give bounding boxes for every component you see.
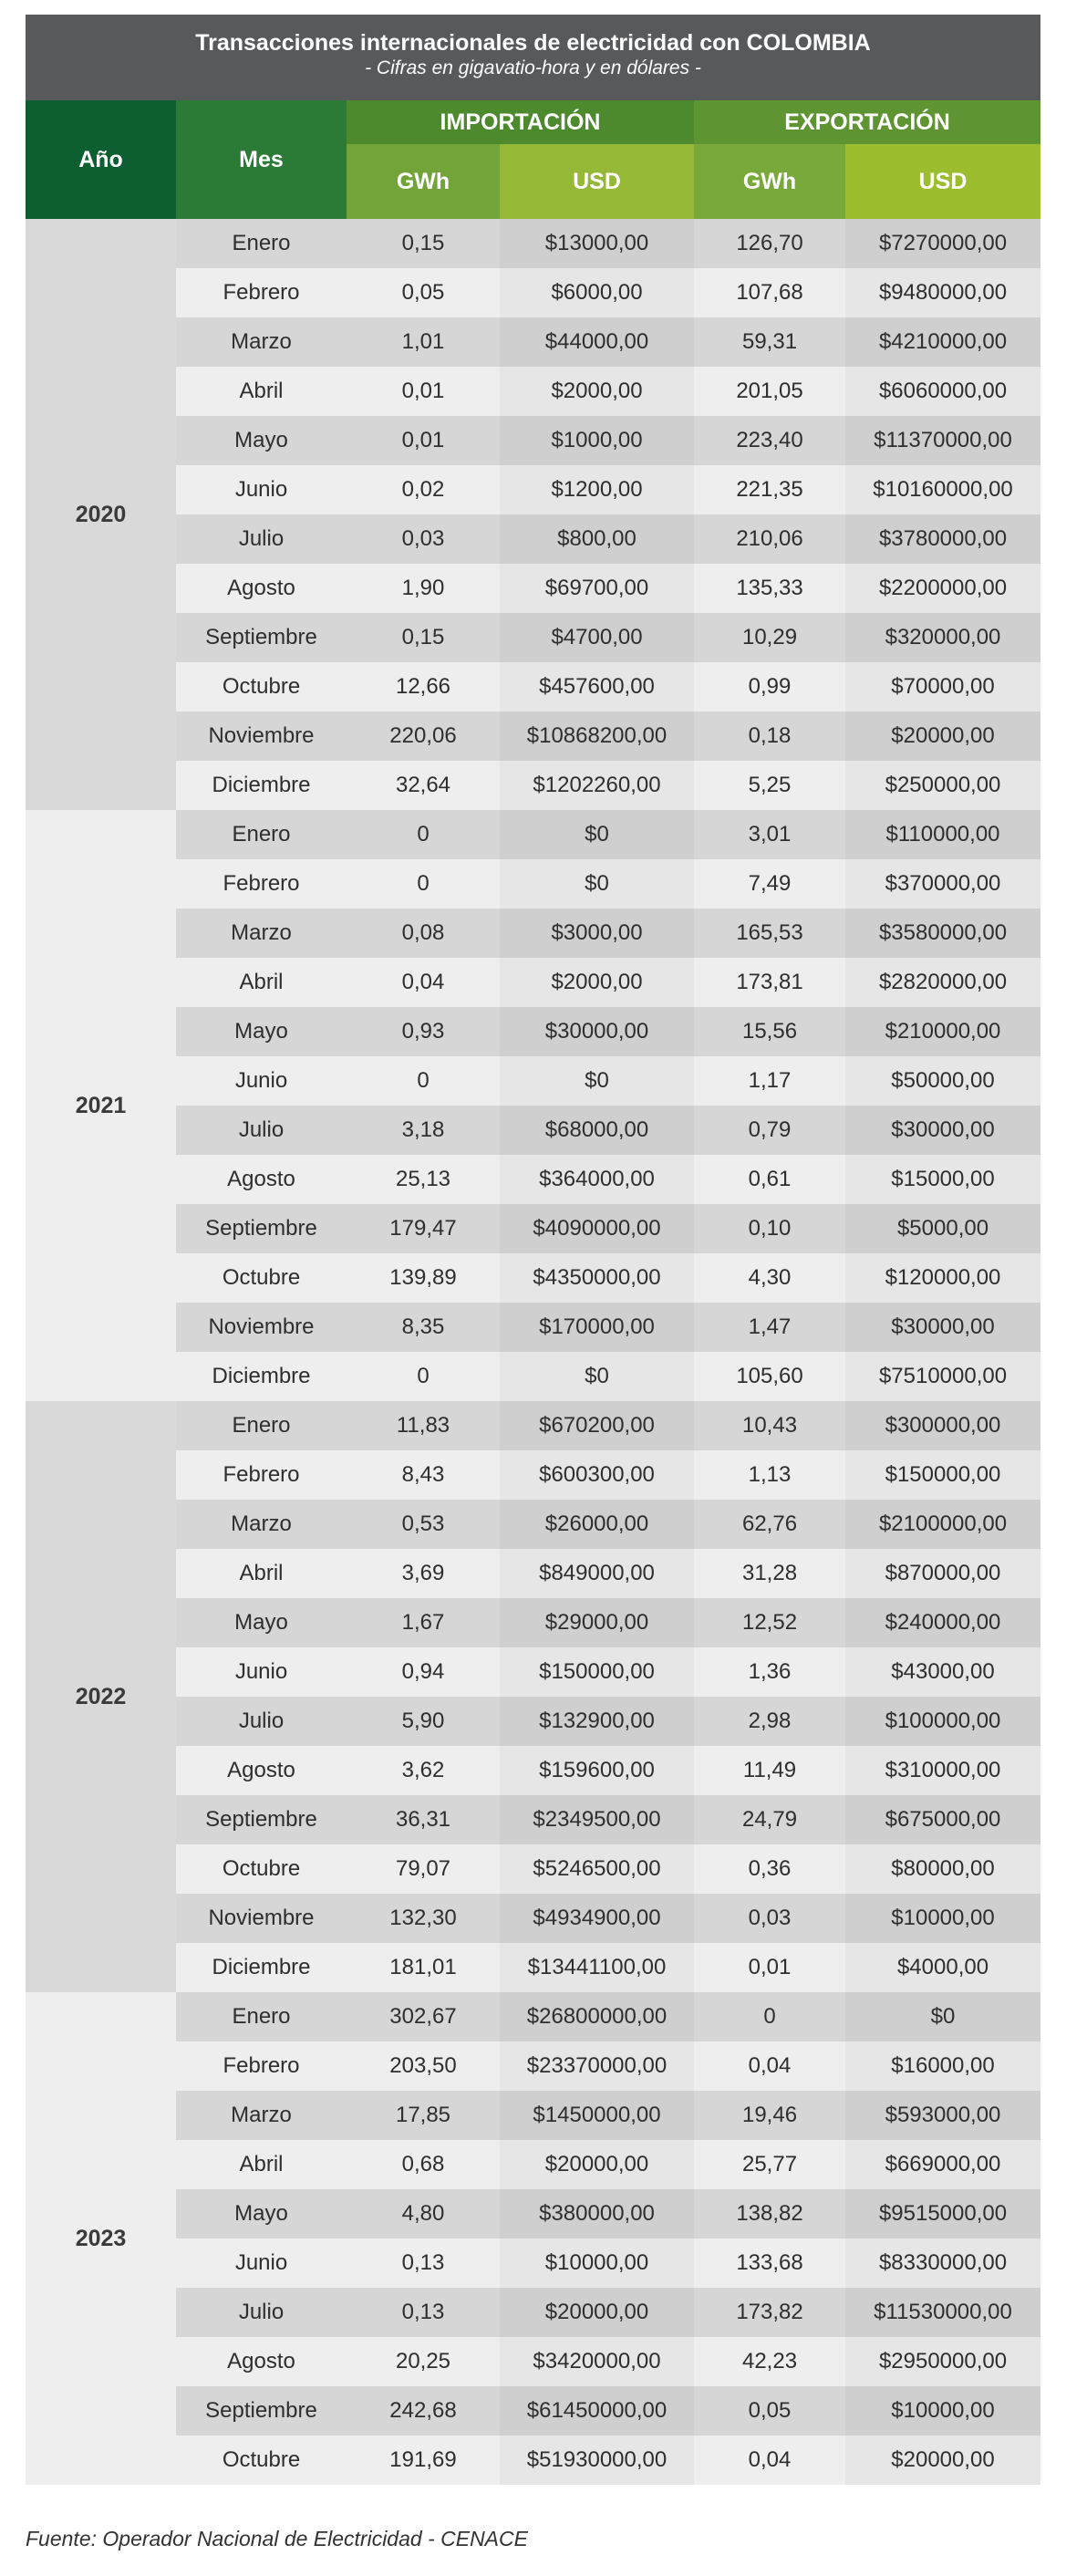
month-cell: Abril: [176, 2140, 347, 2189]
table-row: [26, 1352, 1040, 1401]
import-gwh-cell: 242,68: [347, 2386, 500, 2436]
table-row: [26, 613, 1040, 662]
import-usd-cell: $51930000,00: [500, 2436, 694, 2485]
table-row: [26, 1549, 1040, 1598]
import-gwh-cell: 0,03: [347, 514, 500, 564]
export-gwh-cell: 223,40: [694, 416, 845, 465]
import-usd-cell: $3420000,00: [500, 2337, 694, 2386]
export-usd-cell: $70000,00: [845, 662, 1040, 712]
import-gwh-cell: 0,53: [347, 1500, 500, 1549]
export-gwh-cell: 0,03: [694, 1894, 845, 1943]
import-gwh-cell: 5,90: [347, 1697, 500, 1746]
month-cell: Enero: [176, 810, 347, 859]
export-usd-cell: $0: [845, 1992, 1040, 2041]
export-usd-cell: $20000,00: [845, 2436, 1040, 2485]
import-usd-cell: $364000,00: [500, 1155, 694, 1204]
import-usd-cell: $13441100,00: [500, 1943, 694, 1992]
year-cell: 2023: [26, 1992, 176, 2485]
month-cell: Marzo: [176, 317, 347, 367]
month-cell: Septiembre: [176, 1795, 347, 1844]
import-gwh-cell: 17,85: [347, 2091, 500, 2140]
export-usd-cell: $16000,00: [845, 2041, 1040, 2091]
export-usd-cell: $4210000,00: [845, 317, 1040, 367]
table-row: [26, 2041, 1040, 2091]
header-import-usd: USD: [500, 144, 694, 219]
month-cell: Septiembre: [176, 613, 347, 662]
month-cell: Octubre: [176, 1253, 347, 1303]
month-cell: Diciembre: [176, 761, 347, 810]
month-cell: Junio: [176, 465, 347, 514]
month-cell: Octubre: [176, 2436, 347, 2485]
export-gwh-cell: 0,61: [694, 1155, 845, 1204]
export-usd-cell: $870000,00: [845, 1549, 1040, 1598]
import-usd-cell: $1450000,00: [500, 2091, 694, 2140]
export-gwh-cell: 0,99: [694, 662, 845, 712]
export-gwh-cell: 11,49: [694, 1746, 845, 1795]
month-cell: Mayo: [176, 416, 347, 465]
import-gwh-cell: 0,93: [347, 1007, 500, 1056]
import-gwh-cell: 3,69: [347, 1549, 500, 1598]
export-gwh-cell: 2,98: [694, 1697, 845, 1746]
import-usd-cell: $61450000,00: [500, 2386, 694, 2436]
table-row: [26, 2436, 1040, 2485]
table-row: [26, 514, 1040, 564]
export-gwh-cell: 0,18: [694, 712, 845, 761]
export-usd-cell: $2950000,00: [845, 2337, 1040, 2386]
import-gwh-cell: 1,90: [347, 564, 500, 613]
export-gwh-cell: 126,70: [694, 219, 845, 268]
table-title: Transacciones internacionales de electricidad con COLOMBIA: [195, 30, 871, 56]
import-gwh-cell: 0,08: [347, 909, 500, 958]
export-usd-cell: $320000,00: [845, 613, 1040, 662]
export-gwh-cell: 135,33: [694, 564, 845, 613]
import-gwh-cell: 79,07: [347, 1844, 500, 1894]
import-gwh-cell: 0,02: [347, 465, 500, 514]
month-cell: Marzo: [176, 2091, 347, 2140]
table-row: [26, 958, 1040, 1007]
table-row: [26, 268, 1040, 317]
table-row: [26, 1647, 1040, 1697]
import-usd-cell: $2000,00: [500, 958, 694, 1007]
export-gwh-cell: 10,29: [694, 613, 845, 662]
export-usd-cell: $30000,00: [845, 1303, 1040, 1352]
year-cell: 2021: [26, 810, 176, 1401]
table-row: [26, 1894, 1040, 1943]
export-usd-cell: $10000,00: [845, 2386, 1040, 2436]
export-usd-cell: $11370000,00: [845, 416, 1040, 465]
header-import-gwh: GWh: [347, 144, 500, 219]
import-gwh-cell: 203,50: [347, 2041, 500, 2091]
import-gwh-cell: 12,66: [347, 662, 500, 712]
table-row: [26, 1746, 1040, 1795]
header-export-usd: USD: [845, 144, 1040, 219]
table-row: [26, 1450, 1040, 1500]
export-usd-cell: $675000,00: [845, 1795, 1040, 1844]
import-usd-cell: $26000,00: [500, 1500, 694, 1549]
import-usd-cell: $10000,00: [500, 2238, 694, 2288]
import-usd-cell: $159600,00: [500, 1746, 694, 1795]
table-row: [26, 1697, 1040, 1746]
import-usd-cell: $6000,00: [500, 268, 694, 317]
export-gwh-cell: 7,49: [694, 859, 845, 909]
year-cell: 2020: [26, 219, 176, 810]
export-usd-cell: $7270000,00: [845, 219, 1040, 268]
import-gwh-cell: 8,43: [347, 1450, 500, 1500]
import-usd-cell: $800,00: [500, 514, 694, 564]
export-usd-cell: $2200000,00: [845, 564, 1040, 613]
table-row: [26, 1795, 1040, 1844]
import-usd-cell: $13000,00: [500, 219, 694, 268]
import-gwh-cell: 220,06: [347, 712, 500, 761]
import-gwh-cell: 139,89: [347, 1253, 500, 1303]
import-usd-cell: $3000,00: [500, 909, 694, 958]
import-usd-cell: $1000,00: [500, 416, 694, 465]
export-gwh-cell: 1,13: [694, 1450, 845, 1500]
export-usd-cell: $11530000,00: [845, 2288, 1040, 2337]
import-usd-cell: $29000,00: [500, 1598, 694, 1647]
export-usd-cell: $110000,00: [845, 810, 1040, 859]
export-gwh-cell: 3,01: [694, 810, 845, 859]
header-month: Mes: [176, 100, 347, 219]
export-gwh-cell: 5,25: [694, 761, 845, 810]
export-usd-cell: $10000,00: [845, 1894, 1040, 1943]
import-gwh-cell: 20,25: [347, 2337, 500, 2386]
table-row: [26, 2238, 1040, 2288]
table-row: [26, 1943, 1040, 1992]
export-usd-cell: $20000,00: [845, 712, 1040, 761]
import-gwh-cell: 3,62: [347, 1746, 500, 1795]
import-usd-cell: $26800000,00: [500, 1992, 694, 2041]
month-cell: Octubre: [176, 1844, 347, 1894]
export-usd-cell: $240000,00: [845, 1598, 1040, 1647]
export-usd-cell: $6060000,00: [845, 367, 1040, 416]
import-gwh-cell: 0,01: [347, 367, 500, 416]
export-gwh-cell: 173,82: [694, 2288, 845, 2337]
table-row: [26, 564, 1040, 613]
month-cell: Enero: [176, 219, 347, 268]
import-usd-cell: $4700,00: [500, 613, 694, 662]
import-gwh-cell: 179,47: [347, 1204, 500, 1253]
table-row: [26, 1155, 1040, 1204]
month-cell: Febrero: [176, 268, 347, 317]
month-cell: Octubre: [176, 662, 347, 712]
import-usd-cell: $10868200,00: [500, 712, 694, 761]
table-row: [26, 219, 1040, 268]
export-usd-cell: $2100000,00: [845, 1500, 1040, 1549]
month-cell: Junio: [176, 2238, 347, 2288]
export-usd-cell: $30000,00: [845, 1106, 1040, 1155]
header-import: IMPORTACIÓN: [347, 100, 694, 144]
export-gwh-cell: 42,23: [694, 2337, 845, 2386]
import-gwh-cell: 0,15: [347, 219, 500, 268]
month-cell: Mayo: [176, 1007, 347, 1056]
import-gwh-cell: 132,30: [347, 1894, 500, 1943]
import-gwh-cell: 0,04: [347, 958, 500, 1007]
import-usd-cell: $600300,00: [500, 1450, 694, 1500]
export-usd-cell: $10160000,00: [845, 465, 1040, 514]
export-usd-cell: $8330000,00: [845, 2238, 1040, 2288]
table-row: [26, 1992, 1040, 2041]
import-gwh-cell: 1,01: [347, 317, 500, 367]
export-usd-cell: $669000,00: [845, 2140, 1040, 2189]
import-gwh-cell: 36,31: [347, 1795, 500, 1844]
import-usd-cell: $2000,00: [500, 367, 694, 416]
export-gwh-cell: 31,28: [694, 1549, 845, 1598]
month-cell: Julio: [176, 2288, 347, 2337]
month-cell: Agosto: [176, 1155, 347, 1204]
month-cell: Agosto: [176, 2337, 347, 2386]
export-usd-cell: $250000,00: [845, 761, 1040, 810]
table-row: [26, 317, 1040, 367]
import-gwh-cell: 0: [347, 810, 500, 859]
table-subtitle: - Cifras en gigavatio-hora y en dólares -: [365, 57, 701, 78]
export-usd-cell: $2820000,00: [845, 958, 1040, 1007]
export-gwh-cell: 0: [694, 1992, 845, 2041]
import-gwh-cell: 1,67: [347, 1598, 500, 1647]
import-usd-cell: $380000,00: [500, 2189, 694, 2238]
month-cell: Abril: [176, 958, 347, 1007]
export-usd-cell: $80000,00: [845, 1844, 1040, 1894]
export-usd-cell: $9515000,00: [845, 2189, 1040, 2238]
month-cell: Julio: [176, 1697, 347, 1746]
import-usd-cell: $170000,00: [500, 1303, 694, 1352]
export-gwh-cell: 4,30: [694, 1253, 845, 1303]
export-gwh-cell: 133,68: [694, 2238, 845, 2288]
table-row: [26, 1401, 1040, 1450]
export-gwh-cell: 19,46: [694, 2091, 845, 2140]
export-gwh-cell: 1,17: [694, 1056, 845, 1106]
header-year: Año: [26, 100, 176, 219]
import-usd-cell: $849000,00: [500, 1549, 694, 1598]
month-cell: Noviembre: [176, 1894, 347, 1943]
month-cell: Julio: [176, 514, 347, 564]
export-usd-cell: $5000,00: [845, 1204, 1040, 1253]
export-usd-cell: $50000,00: [845, 1056, 1040, 1106]
import-usd-cell: $20000,00: [500, 2140, 694, 2189]
import-usd-cell: $0: [500, 1056, 694, 1106]
month-cell: Septiembre: [176, 2386, 347, 2436]
import-usd-cell: $68000,00: [500, 1106, 694, 1155]
import-gwh-cell: 4,80: [347, 2189, 500, 2238]
export-usd-cell: $4000,00: [845, 1943, 1040, 1992]
table-row: [26, 2386, 1040, 2436]
export-gwh-cell: 210,06: [694, 514, 845, 564]
table-row: [26, 1844, 1040, 1894]
table-container: [26, 15, 1040, 2485]
header-export: EXPORTACIÓN: [694, 100, 1040, 144]
export-gwh-cell: 105,60: [694, 1352, 845, 1401]
export-gwh-cell: 1,36: [694, 1647, 845, 1697]
export-gwh-cell: 165,53: [694, 909, 845, 958]
export-gwh-cell: 0,05: [694, 2386, 845, 2436]
month-cell: Marzo: [176, 1500, 347, 1549]
month-cell: Febrero: [176, 2041, 347, 2091]
month-cell: Abril: [176, 367, 347, 416]
title-bar: [26, 15, 1040, 100]
table-row: [26, 810, 1040, 859]
month-cell: Mayo: [176, 2189, 347, 2238]
import-gwh-cell: 11,83: [347, 1401, 500, 1450]
export-usd-cell: $3780000,00: [845, 514, 1040, 564]
export-gwh-cell: 0,01: [694, 1943, 845, 1992]
table-row: [26, 367, 1040, 416]
import-gwh-cell: 0,68: [347, 2140, 500, 2189]
month-cell: Marzo: [176, 909, 347, 958]
export-usd-cell: $370000,00: [845, 859, 1040, 909]
import-usd-cell: $5246500,00: [500, 1844, 694, 1894]
month-cell: Enero: [176, 1992, 347, 2041]
table-row: [26, 1598, 1040, 1647]
import-usd-cell: $23370000,00: [500, 2041, 694, 2091]
export-gwh-cell: 221,35: [694, 465, 845, 514]
table-row: [26, 2140, 1040, 2189]
import-gwh-cell: 181,01: [347, 1943, 500, 1992]
export-gwh-cell: 173,81: [694, 958, 845, 1007]
export-usd-cell: $300000,00: [845, 1401, 1040, 1450]
year-cell: 2022: [26, 1401, 176, 1992]
table-row: [26, 859, 1040, 909]
import-usd-cell: $150000,00: [500, 1647, 694, 1697]
export-usd-cell: $310000,00: [845, 1746, 1040, 1795]
import-gwh-cell: 0,01: [347, 416, 500, 465]
import-usd-cell: $20000,00: [500, 2288, 694, 2337]
export-gwh-cell: 25,77: [694, 2140, 845, 2189]
import-gwh-cell: 0: [347, 859, 500, 909]
import-gwh-cell: 302,67: [347, 1992, 500, 2041]
month-cell: Mayo: [176, 1598, 347, 1647]
month-cell: Julio: [176, 1106, 347, 1155]
export-usd-cell: $210000,00: [845, 1007, 1040, 1056]
export-gwh-cell: 59,31: [694, 317, 845, 367]
import-usd-cell: $457600,00: [500, 662, 694, 712]
export-usd-cell: $43000,00: [845, 1647, 1040, 1697]
export-gwh-cell: 0,10: [694, 1204, 845, 1253]
import-usd-cell: $1200,00: [500, 465, 694, 514]
import-gwh-cell: 0,94: [347, 1647, 500, 1697]
export-usd-cell: $7510000,00: [845, 1352, 1040, 1401]
import-usd-cell: $4090000,00: [500, 1204, 694, 1253]
table-row: [26, 465, 1040, 514]
export-gwh-cell: 0,36: [694, 1844, 845, 1894]
import-usd-cell: $4934900,00: [500, 1894, 694, 1943]
import-gwh-cell: 8,35: [347, 1303, 500, 1352]
export-gwh-cell: 15,56: [694, 1007, 845, 1056]
month-cell: Agosto: [176, 564, 347, 613]
table-row: [26, 1056, 1040, 1106]
export-usd-cell: $100000,00: [845, 1697, 1040, 1746]
month-cell: Abril: [176, 1549, 347, 1598]
month-cell: Enero: [176, 1401, 347, 1450]
import-gwh-cell: 191,69: [347, 2436, 500, 2485]
import-gwh-cell: 0,13: [347, 2288, 500, 2337]
import-usd-cell: $0: [500, 810, 694, 859]
import-gwh-cell: 0,05: [347, 268, 500, 317]
export-gwh-cell: 0,04: [694, 2436, 845, 2485]
import-usd-cell: $132900,00: [500, 1697, 694, 1746]
export-usd-cell: $3580000,00: [845, 909, 1040, 958]
export-gwh-cell: 1,47: [694, 1303, 845, 1352]
electricity-table: [26, 100, 1040, 2485]
header-export-gwh: GWh: [694, 144, 845, 219]
import-gwh-cell: 0: [347, 1352, 500, 1401]
import-gwh-cell: 32,64: [347, 761, 500, 810]
table-row: [26, 2189, 1040, 2238]
table-row: [26, 2288, 1040, 2337]
table-row: [26, 1204, 1040, 1253]
table-row: [26, 1303, 1040, 1352]
export-usd-cell: $593000,00: [845, 2091, 1040, 2140]
export-gwh-cell: 0,04: [694, 2041, 845, 2091]
import-usd-cell: $4350000,00: [500, 1253, 694, 1303]
month-cell: Junio: [176, 1647, 347, 1697]
table-row: [26, 1253, 1040, 1303]
export-gwh-cell: 201,05: [694, 367, 845, 416]
month-cell: Septiembre: [176, 1204, 347, 1253]
export-gwh-cell: 107,68: [694, 268, 845, 317]
import-usd-cell: $30000,00: [500, 1007, 694, 1056]
table-row: [26, 909, 1040, 958]
table-row: [26, 2091, 1040, 2140]
import-usd-cell: $0: [500, 1352, 694, 1401]
export-usd-cell: $15000,00: [845, 1155, 1040, 1204]
import-gwh-cell: 0,13: [347, 2238, 500, 2288]
table-row: [26, 1007, 1040, 1056]
export-gwh-cell: 62,76: [694, 1500, 845, 1549]
import-usd-cell: $69700,00: [500, 564, 694, 613]
import-usd-cell: $670200,00: [500, 1401, 694, 1450]
month-cell: Agosto: [176, 1746, 347, 1795]
export-usd-cell: $120000,00: [845, 1253, 1040, 1303]
table-body: [26, 219, 1040, 2485]
table-row: [26, 416, 1040, 465]
month-cell: Junio: [176, 1056, 347, 1106]
table-row: [26, 761, 1040, 810]
month-cell: Diciembre: [176, 1943, 347, 1992]
import-usd-cell: $0: [500, 859, 694, 909]
month-cell: Febrero: [176, 859, 347, 909]
table-row: [26, 712, 1040, 761]
import-gwh-cell: 0: [347, 1056, 500, 1106]
export-usd-cell: $150000,00: [845, 1450, 1040, 1500]
month-cell: Diciembre: [176, 1352, 347, 1401]
export-gwh-cell: 10,43: [694, 1401, 845, 1450]
source-note: Fuente: Operador Nacional de Electricidad - CENACE: [26, 2527, 528, 2550]
table-row: [26, 1500, 1040, 1549]
export-gwh-cell: 138,82: [694, 2189, 845, 2238]
import-usd-cell: $1202260,00: [500, 761, 694, 810]
import-gwh-cell: 25,13: [347, 1155, 500, 1204]
import-usd-cell: $2349500,00: [500, 1795, 694, 1844]
import-usd-cell: $44000,00: [500, 317, 694, 367]
export-usd-cell: $9480000,00: [845, 268, 1040, 317]
month-cell: Noviembre: [176, 1303, 347, 1352]
export-gwh-cell: 0,79: [694, 1106, 845, 1155]
table-row: [26, 1106, 1040, 1155]
month-cell: Noviembre: [176, 712, 347, 761]
import-gwh-cell: 0,15: [347, 613, 500, 662]
month-cell: Febrero: [176, 1450, 347, 1500]
export-gwh-cell: 24,79: [694, 1795, 845, 1844]
import-gwh-cell: 3,18: [347, 1106, 500, 1155]
export-gwh-cell: 12,52: [694, 1598, 845, 1647]
table-row: [26, 662, 1040, 712]
table-row: [26, 2337, 1040, 2386]
